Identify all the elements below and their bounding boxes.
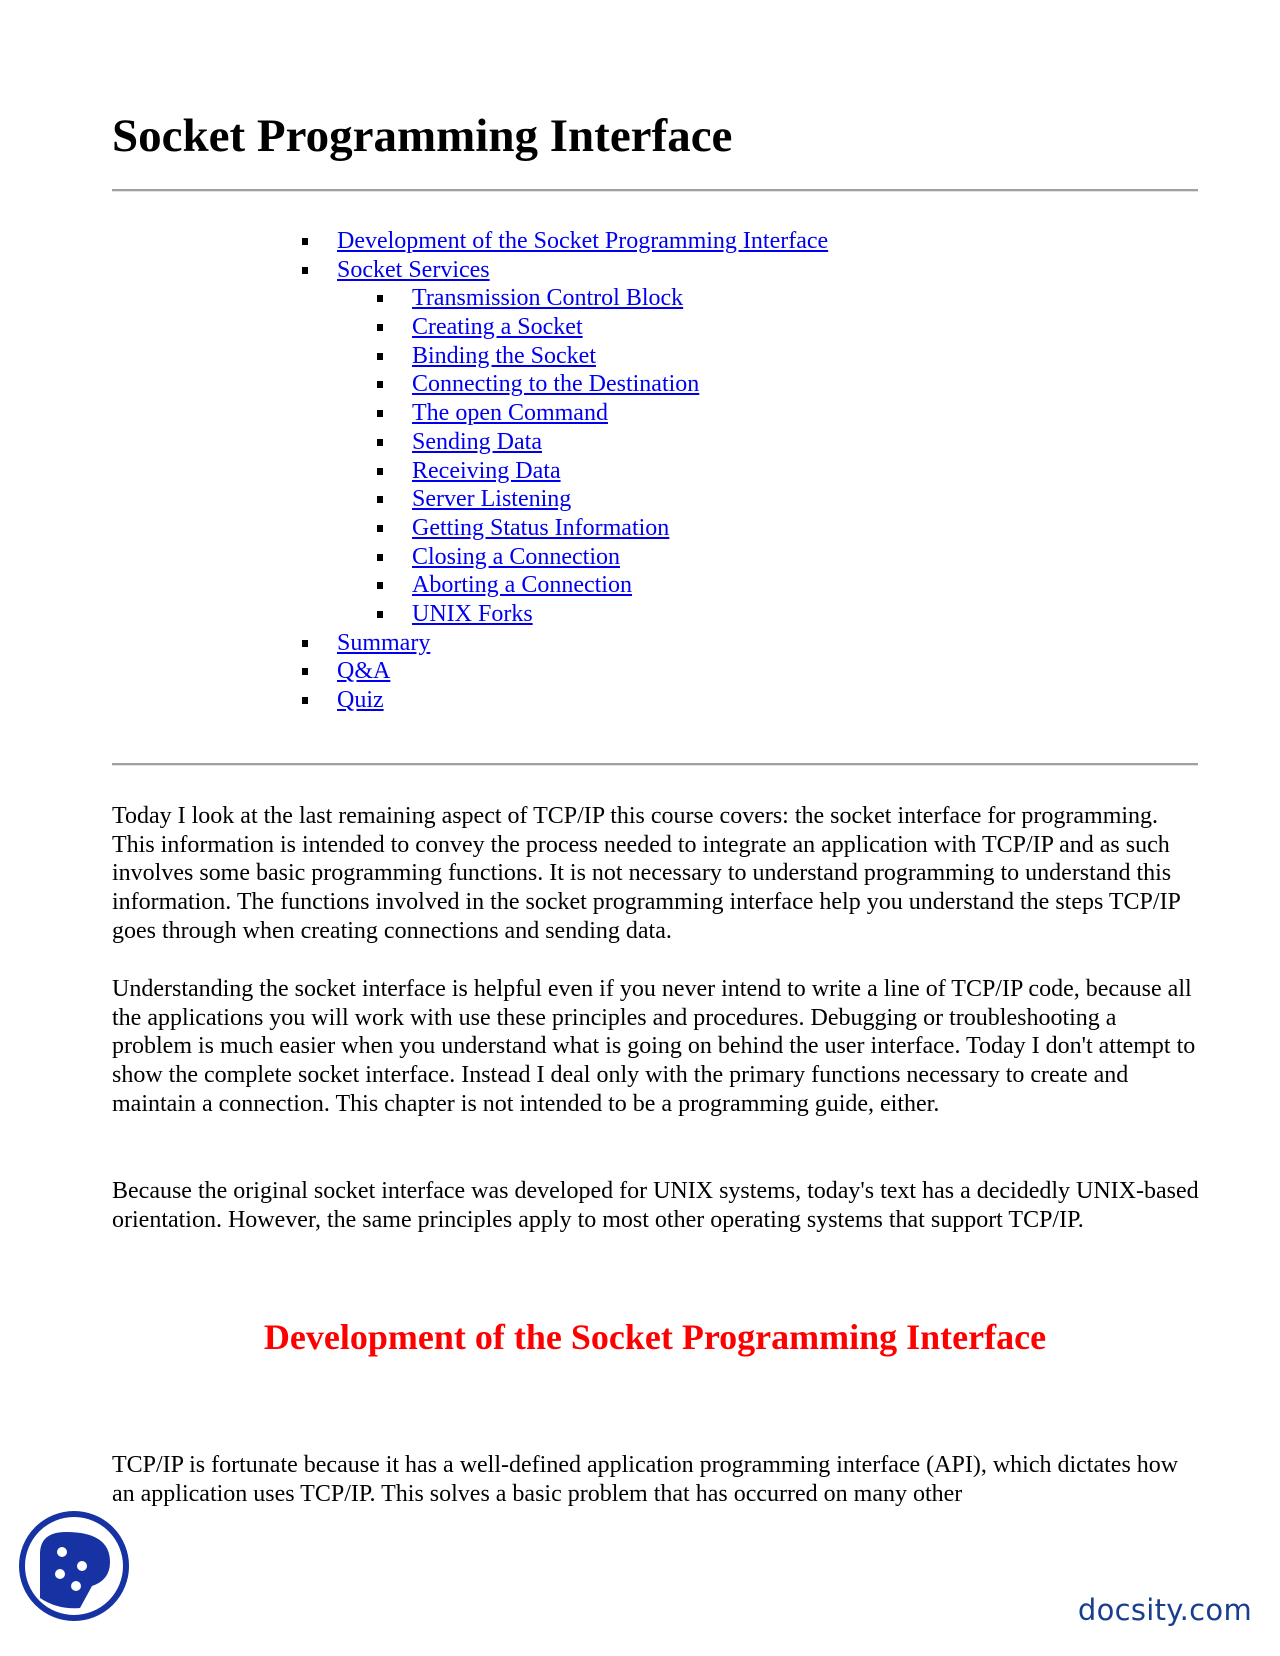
bullet-icon	[377, 381, 383, 388]
toc-item	[300, 428, 828, 457]
docsity-brand[interactable]: docsity.com	[1077, 1593, 1252, 1627]
toc-item	[300, 485, 828, 514]
docsity-logo-icon[interactable]	[18, 1510, 130, 1622]
bottom-divider	[112, 763, 1198, 766]
bullet-icon	[302, 640, 308, 647]
toc-link-sending-data[interactable]: Sending Data	[412, 428, 542, 455]
toc-link-server-listening[interactable]: Server Listening	[412, 486, 572, 513]
toc-link-aborting-connection[interactable]: Aborting a Connection	[412, 572, 632, 599]
unix-orientation-paragraph: Because the original socket interface was developed for UNIX systems, today's text has a decidedly UNIX-based orientation. However, the same principles apply to most other operating systems that support TCP/IP.	[112, 1178, 1199, 1233]
top-divider	[112, 189, 1198, 192]
bullet-icon	[377, 295, 383, 302]
page-title: Socket Programming Interface	[112, 110, 733, 162]
toc-item	[300, 227, 828, 256]
toc-link-creating-socket[interactable]: Creating a Socket	[412, 314, 583, 341]
toc-link-quiz[interactable]: Quiz	[337, 687, 384, 713]
toc-item	[300, 313, 828, 342]
bullet-icon	[377, 353, 383, 360]
toc-link-socket-services[interactable]: Socket Services	[337, 256, 490, 283]
bullet-icon	[377, 554, 383, 561]
bullet-icon	[377, 525, 383, 532]
toc-item	[300, 686, 828, 715]
bullet-icon	[377, 611, 383, 618]
bullet-icon	[302, 238, 308, 245]
bullet-icon	[377, 439, 383, 446]
toc-link-unix-forks[interactable]: UNIX Forks	[412, 600, 533, 627]
bullet-icon	[377, 410, 383, 417]
toc-link-summary[interactable]: Summary	[337, 629, 431, 656]
table-of-contents	[300, 227, 828, 715]
toc-link-qa[interactable]: Q&A	[337, 658, 391, 685]
toc-link-status-information[interactable]: Getting Status Information	[412, 514, 670, 541]
api-paragraph: TCP/IP is fortunate because it has a well-defined application programming interface (API), which dictates how an application uses TCP/IP. This solves a basic problem that has occurred on many other	[112, 1452, 1179, 1507]
toc-item	[300, 342, 828, 371]
toc-item	[300, 256, 828, 285]
toc-item	[300, 600, 828, 629]
bullet-icon	[377, 468, 383, 475]
toc-item	[300, 543, 828, 572]
toc-link-receiving-data[interactable]: Receiving Data	[412, 457, 561, 484]
toc-item	[300, 370, 828, 399]
toc-link-binding-socket[interactable]: Binding the Socket	[412, 342, 596, 369]
toc-item	[300, 571, 828, 600]
toc-item	[300, 629, 828, 658]
toc-link-transmission-control-block[interactable]: Transmission Control Block	[412, 285, 684, 312]
toc-link-closing-connection[interactable]: Closing a Connection	[412, 543, 620, 570]
section-heading: Development of the Socket Programming Interface	[263, 1317, 1047, 1357]
bullet-icon	[302, 267, 308, 274]
bullet-icon	[302, 697, 308, 704]
bullet-icon	[302, 668, 308, 675]
toc-item	[300, 657, 828, 686]
toc-link-open-command[interactable]: The open Command	[412, 400, 608, 427]
toc-item	[300, 457, 828, 486]
bullet-icon	[377, 324, 383, 331]
intro-paragraph: Today I look at the last remaining aspect of TCP/IP this course covers: the socket interface for programming. This information is intended to convey the process needed to integrate an application with TCP/IP and as such involves some basic programming functions. It is not necessary to understand programming to understand this information. The functions involved in the socket programming interface help you understand the steps TCP/IP goes through when creating connections and sending data.	[112, 803, 1181, 944]
toc-item	[300, 514, 828, 543]
toc-item	[300, 399, 828, 428]
socket-interface-paragraph: Understanding the socket interface is helpful even if you never intend to write a line of TCP/IP code, because all the applications you will work with use these principles and procedures. Debugging or troubleshooting a problem is much easier when you understand what is going on behind the user interface. Today I don't attempt to show the complete socket interface. Instead I deal only with the primary functions necessary to create and maintain a connection. This chapter is not intended to be a programming guide, either.	[112, 976, 1196, 1117]
toc-item	[300, 284, 828, 313]
toc-link-development[interactable]: Development of the Socket Programming Interface	[337, 228, 829, 254]
toc-link-connecting-destination[interactable]: Connecting to the Destination	[412, 371, 700, 398]
bullet-icon	[377, 582, 383, 589]
bullet-icon	[377, 496, 383, 503]
